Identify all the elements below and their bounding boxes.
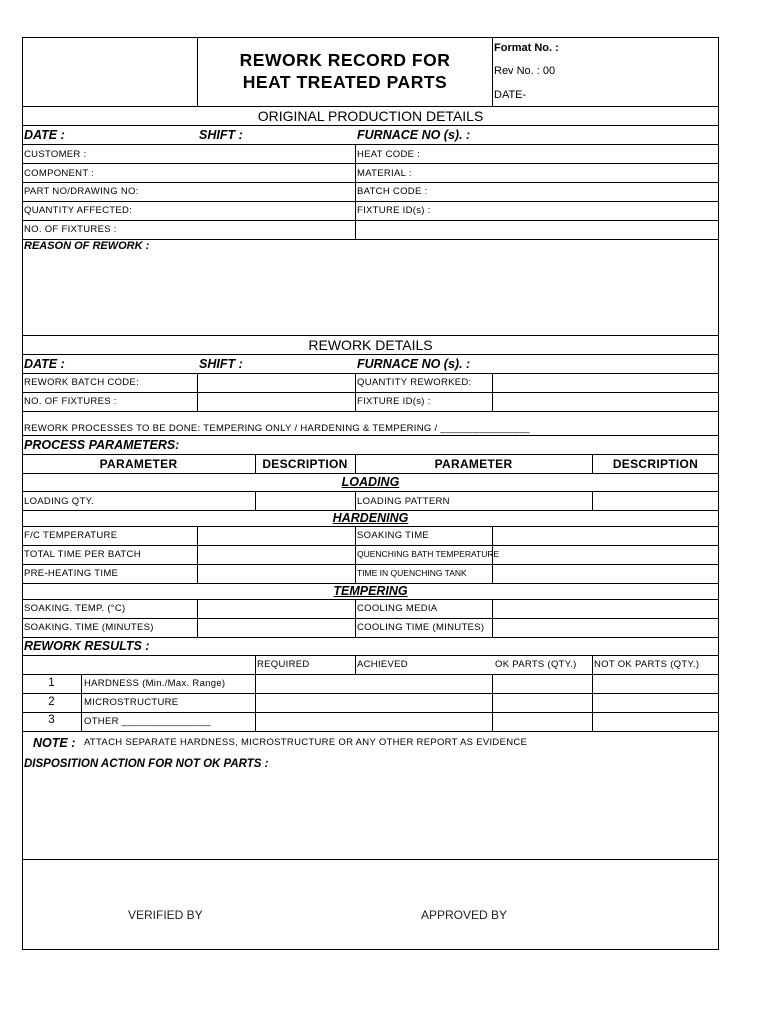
rework-shift-label: SHIFT : bbox=[199, 357, 243, 371]
rule bbox=[355, 144, 356, 240]
result-row-number: 1 bbox=[48, 677, 55, 689]
soaking-time-label: SOAKING TIME bbox=[357, 530, 430, 541]
quantity-reworked-label: QUANTITY REWORKED: bbox=[357, 377, 472, 388]
rule bbox=[22, 454, 719, 455]
rule bbox=[592, 655, 593, 674]
rework-fixture-id-label: FIXTURE ID(s) : bbox=[357, 396, 431, 407]
rule bbox=[22, 392, 719, 393]
col-not-ok-parts: NOT OK PARTS (QTY.) bbox=[594, 659, 700, 670]
rule bbox=[22, 335, 719, 336]
component-label: COMPONENT : bbox=[24, 168, 95, 179]
rule bbox=[492, 37, 493, 107]
col-required: REQUIRED bbox=[257, 659, 310, 670]
customer-label: CUSTOMER : bbox=[24, 149, 87, 160]
loading-subtitle: LOADING bbox=[341, 475, 400, 489]
rule bbox=[22, 637, 719, 638]
material-label: MATERIAL : bbox=[357, 168, 412, 179]
result-row-label: HARDNESS (Min./Max. Range) bbox=[84, 678, 226, 689]
rule bbox=[255, 491, 256, 510]
rule bbox=[22, 411, 719, 412]
col-description-1: DESCRIPTION bbox=[262, 457, 348, 471]
rule bbox=[22, 712, 719, 713]
rule bbox=[22, 144, 719, 145]
reason-of-rework-label: REASON OF REWORK : bbox=[24, 240, 150, 252]
verified-by-label: VERIFIED BY bbox=[128, 908, 203, 922]
rule bbox=[197, 526, 198, 583]
total-time-label: TOTAL TIME PER BATCH bbox=[24, 549, 141, 560]
rev-no-label: Rev No. : 00 bbox=[494, 65, 556, 77]
cooling-media-label: COOLING MEDIA bbox=[357, 603, 438, 614]
result-row-number: 3 bbox=[48, 714, 55, 726]
rule bbox=[22, 106, 719, 107]
rule bbox=[22, 201, 719, 202]
tempering-subtitle: TEMPERING bbox=[333, 584, 408, 598]
original-furnace-label: FURNACE NO (s). : bbox=[357, 128, 471, 142]
approved-by-label: APPROVED BY bbox=[421, 908, 508, 922]
soaking-time-min-label: SOAKING. TIME (MINUTES) bbox=[24, 622, 154, 633]
rule bbox=[22, 674, 719, 675]
rule bbox=[22, 731, 719, 732]
rule bbox=[197, 599, 198, 637]
col-parameter-1: PARAMETER bbox=[99, 457, 178, 471]
preheating-label: PRE-HEATING TIME bbox=[24, 568, 119, 579]
rule bbox=[22, 163, 719, 164]
note-text: ATTACH SEPARATE HARDNESS, MICROSTRUCTURE OR ANY OTHER REPORT AS EVIDENCE bbox=[84, 737, 528, 748]
heat-code-label: HEAT CODE : bbox=[357, 149, 421, 160]
section-title-original: ORIGINAL PRODUCTION DETAILS bbox=[257, 108, 484, 124]
rule bbox=[22, 545, 719, 546]
rule bbox=[22, 655, 719, 656]
rework-no-of-fixtures-label: NO. OF FIXTURES : bbox=[24, 396, 117, 407]
rework-processes-label: REWORK PROCESSES TO BE DONE: TEMPERING ONLY / HARDENING & TEMPERING / ________________ bbox=[24, 423, 530, 434]
rule bbox=[22, 526, 719, 527]
rework-results-title: REWORK RESULTS : bbox=[24, 639, 150, 653]
col-description-2: DESCRIPTION bbox=[612, 457, 699, 471]
rework-furnace-label: FURNACE NO (s). : bbox=[357, 357, 471, 371]
form-title-line2: HEAT TREATED PARTS bbox=[242, 72, 448, 92]
col-parameter-2: PARAMETER bbox=[434, 457, 513, 471]
rework-date-label: DATE : bbox=[24, 357, 65, 371]
date-label: DATE- bbox=[494, 89, 527, 101]
part-no-label: PART NO/DRAWING NO: bbox=[24, 186, 139, 197]
rule bbox=[22, 435, 719, 436]
rule bbox=[22, 491, 719, 492]
rule bbox=[592, 491, 593, 510]
rule bbox=[355, 655, 356, 674]
soaking-temp-label: SOAKING. TEMP. (°C) bbox=[24, 603, 126, 614]
rule bbox=[22, 182, 719, 183]
rule bbox=[355, 526, 356, 583]
rule bbox=[22, 564, 719, 565]
rule bbox=[492, 674, 493, 731]
process-parameters-title: PROCESS PARAMETERS: bbox=[24, 438, 180, 452]
col-ok-parts: OK PARTS (QTY.) bbox=[495, 659, 577, 670]
cooling-time-label: COOLING TIME (MINUTES) bbox=[357, 622, 485, 633]
col-achieved: ACHIEVED bbox=[357, 659, 408, 670]
loading-pattern-label: LOADING PATTERN bbox=[357, 496, 450, 507]
no-of-fixtures-label: NO. OF FIXTURES : bbox=[24, 224, 117, 235]
rule bbox=[355, 491, 356, 510]
rule bbox=[255, 655, 256, 674]
rule bbox=[255, 674, 256, 731]
rule bbox=[22, 125, 719, 126]
rule bbox=[22, 618, 719, 619]
fixture-id-label: FIXTURE ID(s) : bbox=[357, 205, 431, 216]
rule bbox=[355, 599, 356, 637]
original-shift-label: SHIFT : bbox=[199, 128, 243, 142]
section-title-rework: REWORK DETAILS bbox=[308, 337, 433, 353]
format-no-label: Format No. : bbox=[494, 42, 559, 54]
rule bbox=[22, 373, 719, 374]
rework-batch-code-label: REWORK BATCH CODE: bbox=[24, 377, 140, 388]
disposition-label: DISPOSITION ACTION FOR NOT OK PARTS : bbox=[24, 758, 269, 770]
quantity-affected-label: QUANTITY AFFECTED: bbox=[24, 205, 133, 216]
note-label: NOTE : bbox=[33, 736, 76, 750]
quenching-bath-label: QUENCHING BATH TEMPERATURE bbox=[357, 549, 500, 559]
rule bbox=[22, 599, 719, 600]
rule bbox=[492, 599, 493, 637]
time-quenching-label: TIME IN QUENCHING TANK bbox=[357, 568, 467, 578]
rule bbox=[22, 693, 719, 694]
rule bbox=[22, 473, 719, 474]
fc-temperature-label: F/C TEMPERATURE bbox=[24, 530, 118, 541]
form-title-line1: REWORK RECORD FOR bbox=[239, 50, 451, 70]
rule bbox=[355, 373, 356, 412]
rule bbox=[592, 674, 593, 731]
original-date-label: DATE : bbox=[24, 128, 65, 142]
rule bbox=[22, 859, 719, 860]
rule bbox=[492, 373, 493, 412]
hardening-subtitle: HARDENING bbox=[332, 511, 409, 525]
rule bbox=[22, 354, 719, 355]
rule bbox=[22, 220, 719, 221]
result-row-number: 2 bbox=[48, 696, 55, 708]
rule bbox=[197, 373, 198, 412]
loading-qty-label: LOADING QTY. bbox=[24, 496, 94, 507]
batch-code-label: BATCH CODE : bbox=[357, 186, 428, 197]
rule bbox=[197, 37, 198, 107]
result-row-label: MICROSTRUCTURE bbox=[84, 697, 179, 708]
rule bbox=[81, 674, 82, 731]
result-row-label: OTHER ________________ bbox=[84, 716, 212, 727]
